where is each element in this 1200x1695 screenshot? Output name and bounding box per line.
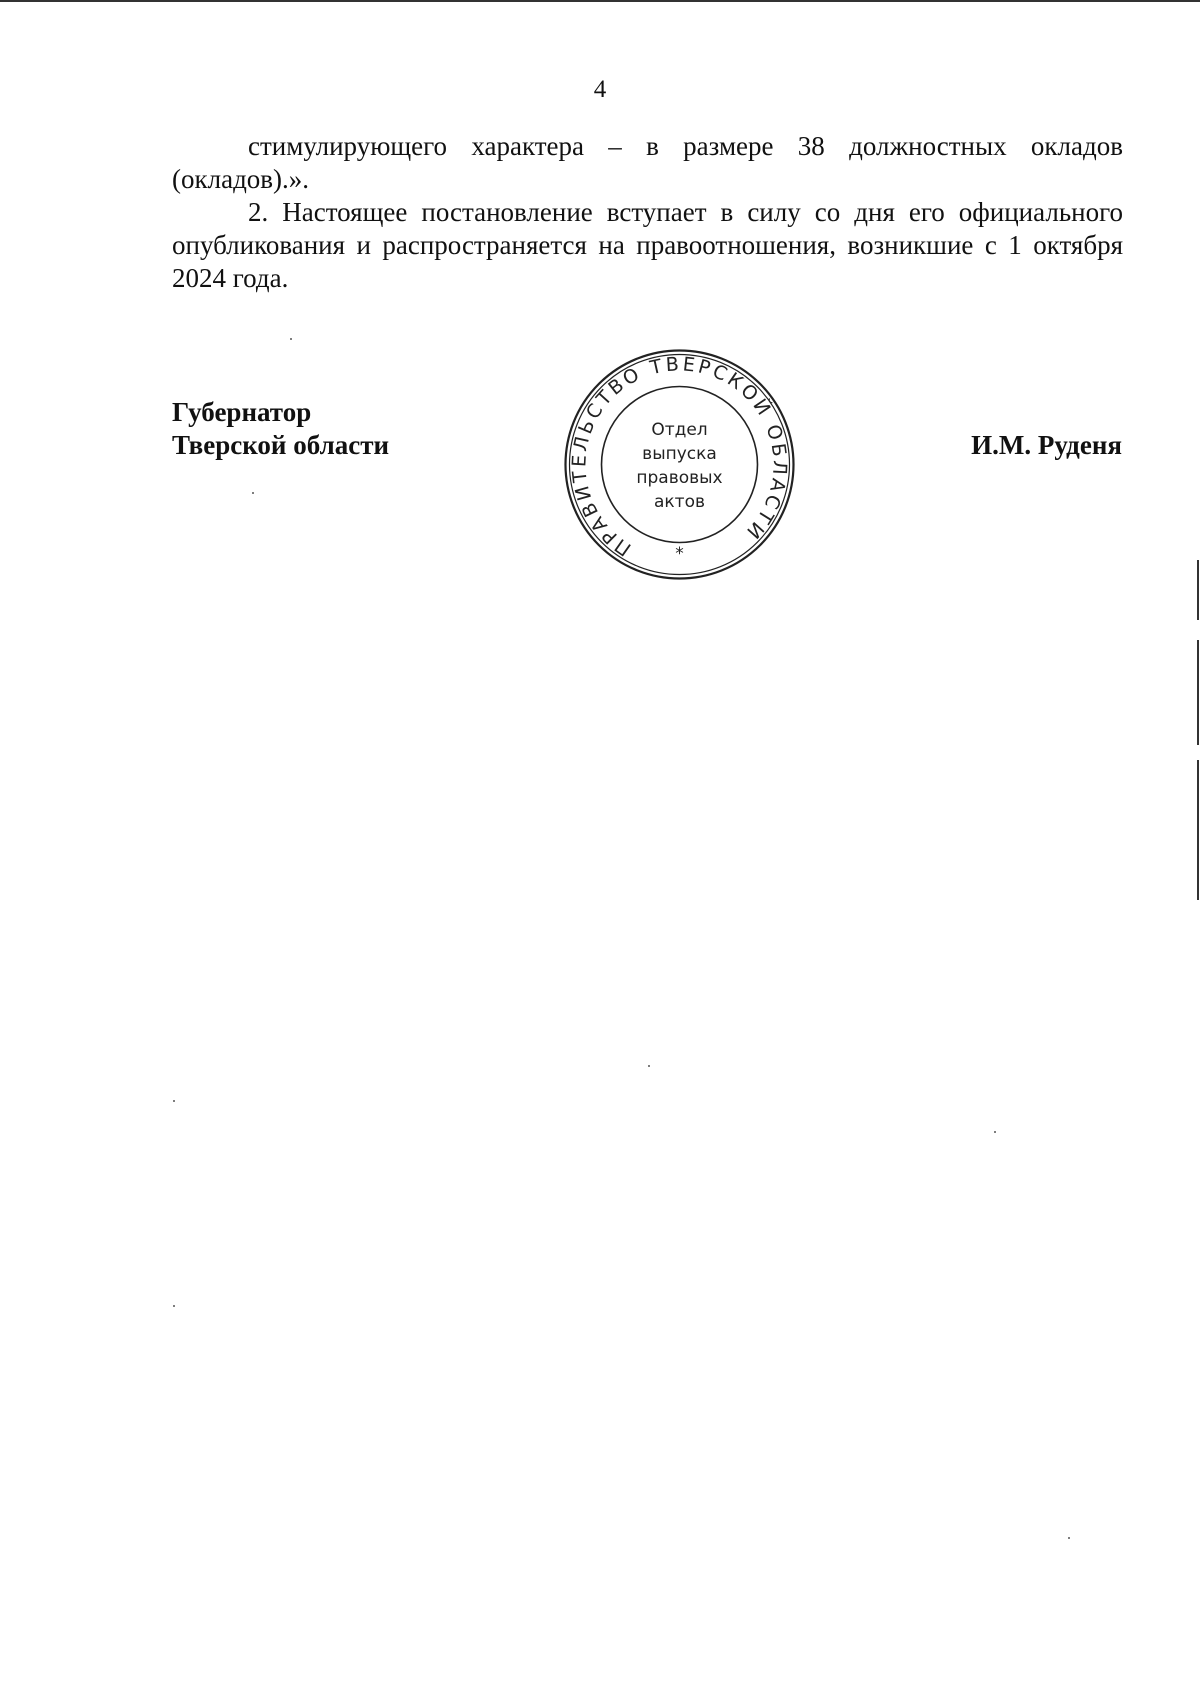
stamp-center-line-1: Отдел: [651, 420, 708, 440]
stamp-seal-graphic: [562, 347, 797, 582]
stamp-center-line-4: актов: [653, 492, 706, 512]
document-body: [172, 130, 1123, 295]
signatory-name: И.М. Руденя: [971, 430, 1122, 460]
stamp-center-line-3: правовых: [636, 468, 723, 488]
signatory-position: [172, 396, 389, 462]
stamp-inner-ring: [602, 387, 758, 543]
scan-speck: [252, 492, 254, 494]
stamp-ring-text-path: ПРАВИТЕЛЬСТВО ТВЕРСКОЙ ОБЛАСТИ: [568, 353, 791, 561]
scan-speck: [994, 1131, 996, 1133]
scan-speck: [173, 1305, 175, 1307]
scan-speck: [1068, 1537, 1070, 1539]
scan-edge-mark: [1197, 560, 1199, 620]
scan-top-edge: [0, 0, 1200, 2]
stamp-center-line-2: выпуска: [642, 444, 717, 464]
scan-speck: [173, 1100, 175, 1102]
page-number: 4: [593, 76, 607, 103]
stamp-star: *: [675, 544, 684, 564]
scan-edge-mark: [1197, 640, 1199, 745]
paragraph-effective-date: 2. Настоящее постановление вступает в силу со дня его официального опубликования и распространяется на правоотношения, возникшие с 1 октября 2024 года.: [172, 197, 1123, 293]
official-stamp: [562, 347, 797, 582]
scan-speck: [290, 338, 292, 340]
paragraph-continuation: стимулирующего характера – в размере 38 должностных окладов (окладов).».: [172, 131, 1123, 194]
scan-edge-mark: [1197, 760, 1199, 900]
scan-speck: [648, 1065, 650, 1067]
signatory-position-line1: Губернатор: [172, 397, 312, 427]
signatory-position-line2: Тверской области: [172, 430, 390, 460]
